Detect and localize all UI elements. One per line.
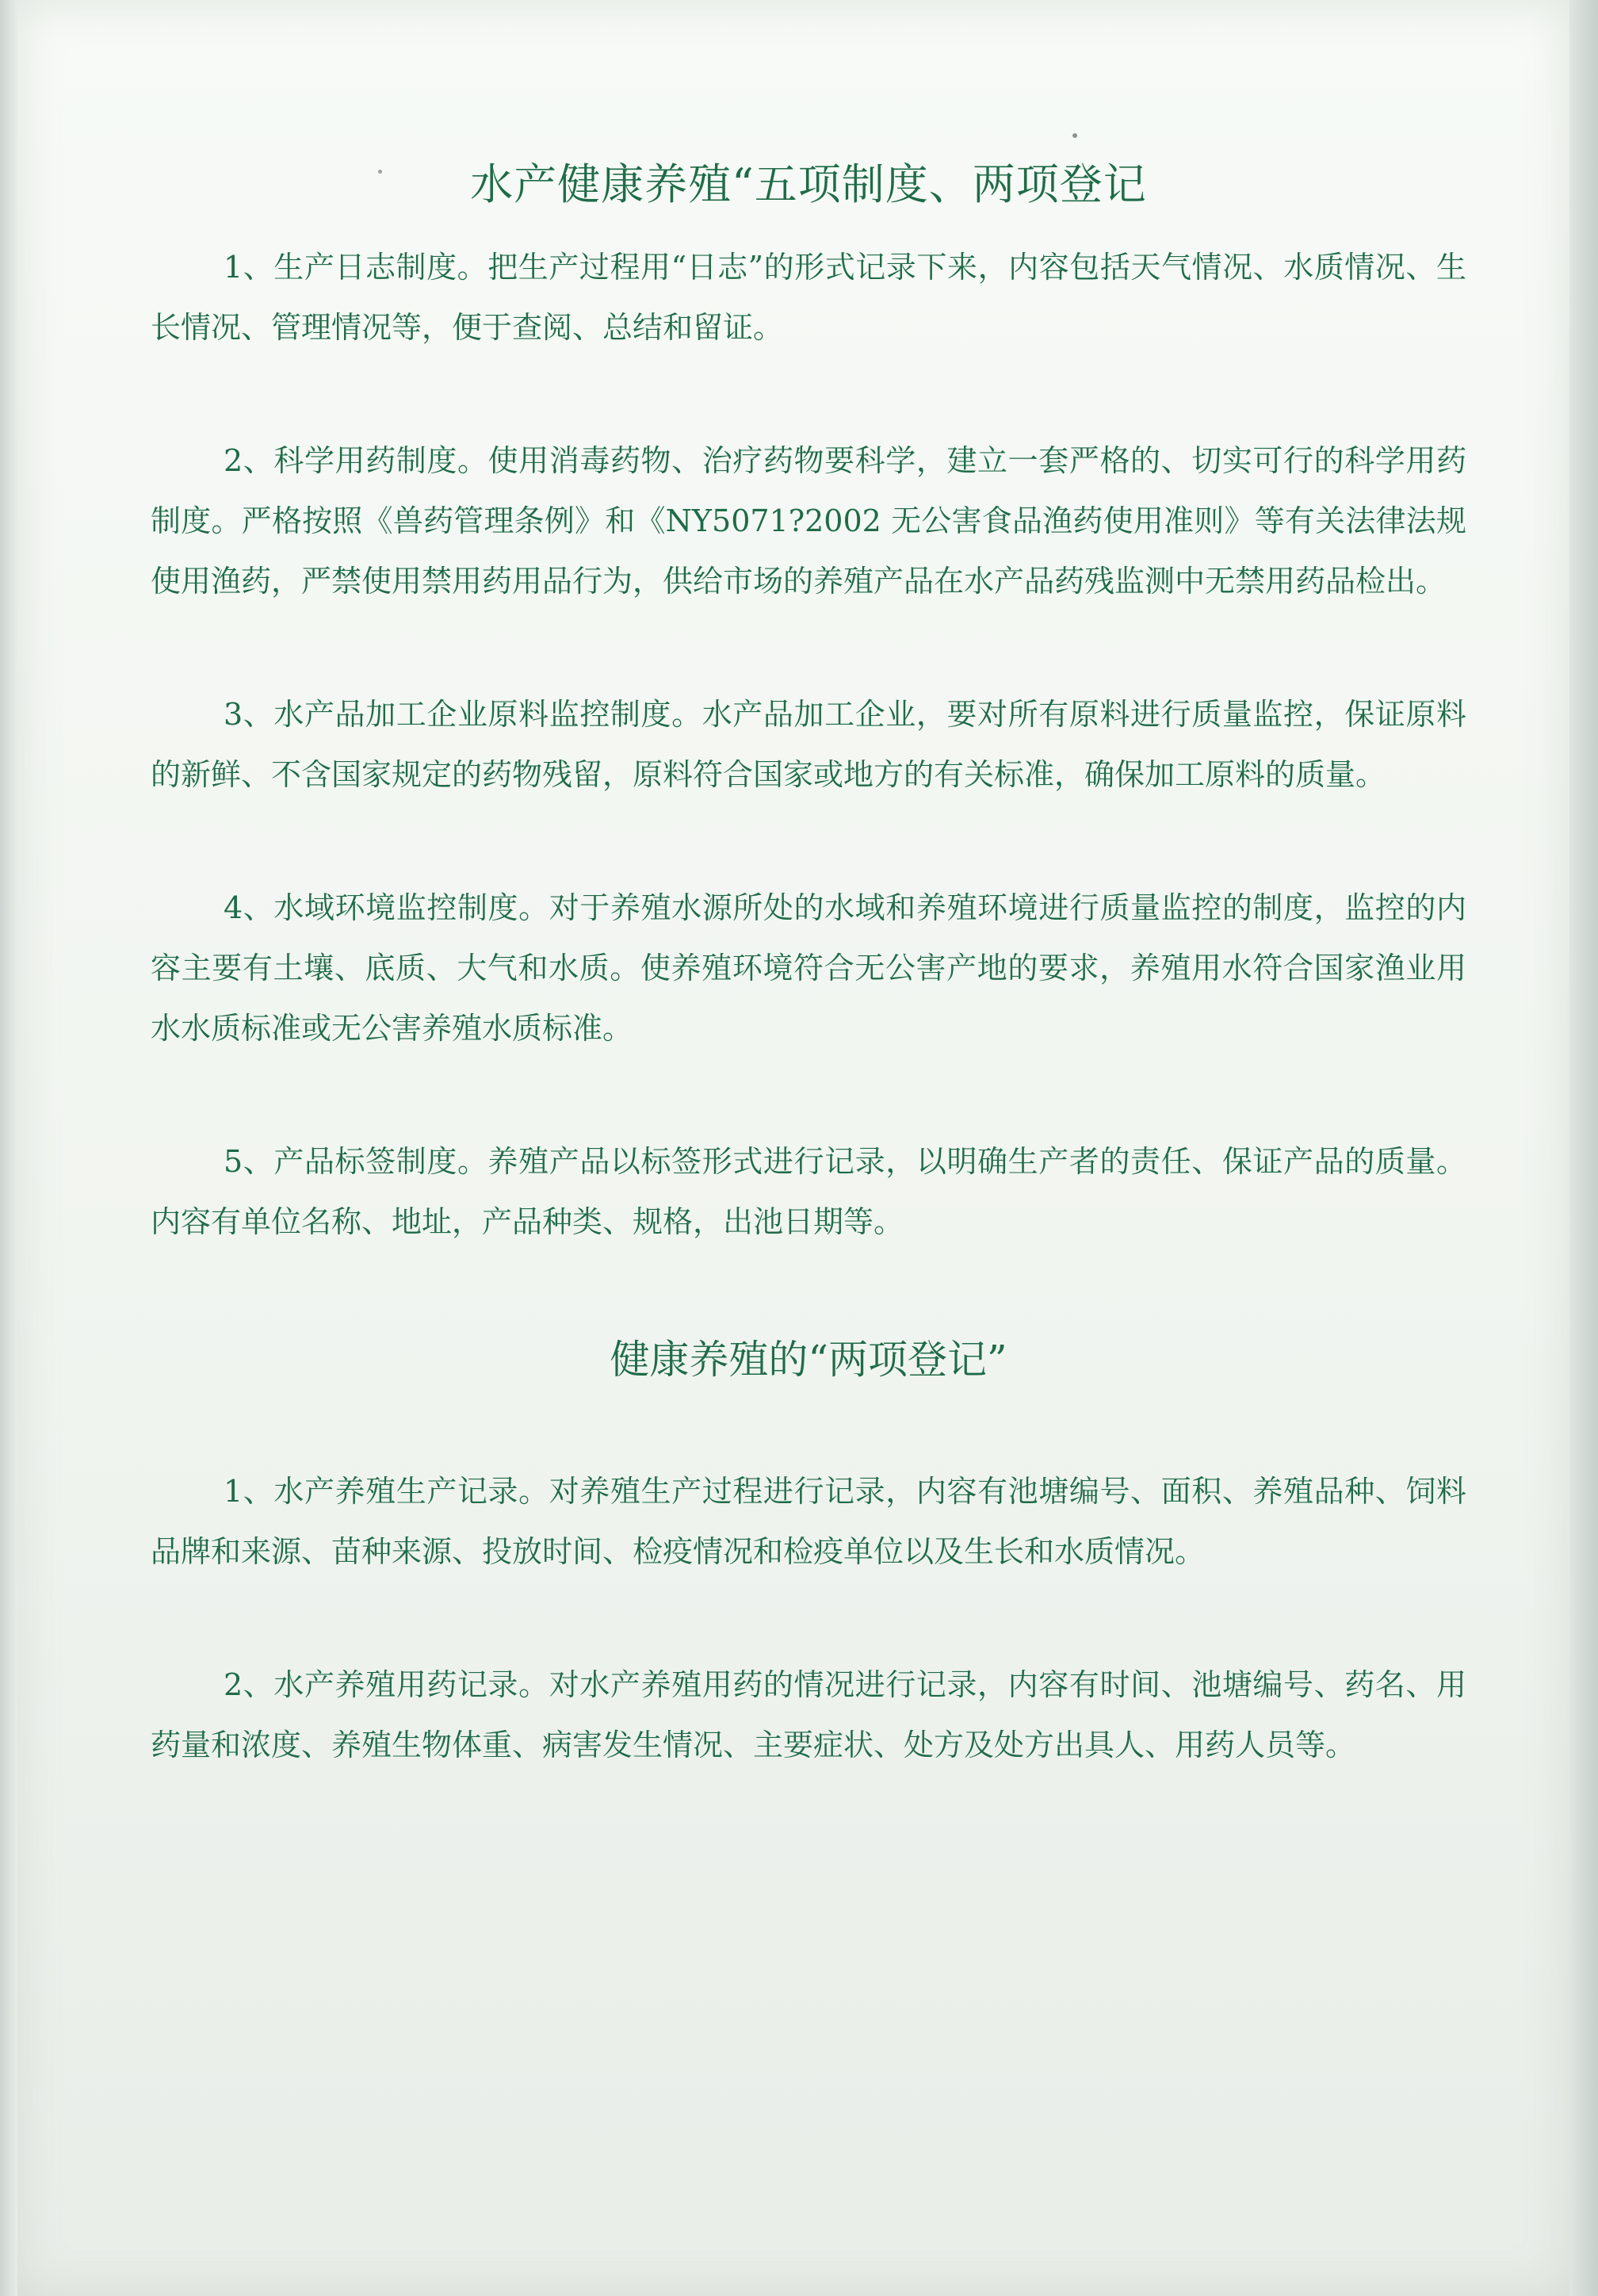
system-item-1: 1、生产日志制度。把生产过程用“日志”的形式记录下来，内容包括天气情况、水质情况、生长情况、管理情况等，便于查阅、总结和留证。 — [151, 250, 1466, 345]
system-item-3: 3、水产品加工企业原料监控制度。水产品加工企业，要对所有原料进行质量监控，保证原料的新鲜、不含国家规定的药物残留，原料符合国家或地方的有关标准，确保加工原料的质量。 — [151, 697, 1466, 792]
paragraph-gap — [151, 1582, 1466, 1655]
document-page — [151, 151, 1466, 1775]
paragraph-gap — [151, 1058, 1466, 1131]
paper-left-edge — [0, 0, 17, 2296]
system-item-5: 5、产品标签制度。养殖产品以标签形式进行记录，以明确生产者的责任、保证产品的质量。内容有单位名称、地址，产品种类、规格，出池日期等。 — [151, 1144, 1466, 1239]
section-subtitle: 健康养殖的“两项登记” — [610, 1337, 1007, 1383]
document-title: 水产健康养殖“五项制度、两项登记 — [470, 159, 1147, 209]
paragraph-gap — [151, 358, 1466, 430]
paragraph-gap — [151, 805, 1466, 878]
paper-speck — [1072, 133, 1077, 138]
registration-item-2: 2、水产养殖用药记录。对水产养殖用药的情况进行记录，内容有时间、池塘编号、药名、用药量和浓度、养殖生物体重、病害发生情况、主要症状、处方及处方出具人、用药人员等。 — [151, 1667, 1466, 1762]
registration-item-1: 1、水产养殖生产记录。对养殖生产过程进行记录，内容有池塘编号、面积、养殖品种、饲料品牌和来源、苗种来源、投放时间、检疫情况和检疫单位以及生长和水质情况。 — [151, 1474, 1466, 1569]
paragraph-gap — [151, 611, 1466, 684]
system-item-2: 2、科学用药制度。使用消毒药物、治疗药物要科学，建立一套严格的、切实可行的科学用药制度。严格按照《兽药管理条例》和《NY5071?2002 无公害食品渔药使用准则》等有关法律法规使用渔药，严禁使用禁用药用品行为，供给市场的养殖产品在水产品药残监测中无禁用药品检出。 — [151, 443, 1466, 599]
paper-right-edge — [1569, 0, 1598, 2296]
system-item-4: 4、水域环境监控制度。对于养殖水源所处的水域和养殖环境进行质量监控的制度，监控的内容主要有土壤、底质、大气和水质。使养殖环境符合无公害产地的要求，养殖用水符合国家渔业用水水质标准或无公害养殖水质标准。 — [151, 890, 1466, 1046]
